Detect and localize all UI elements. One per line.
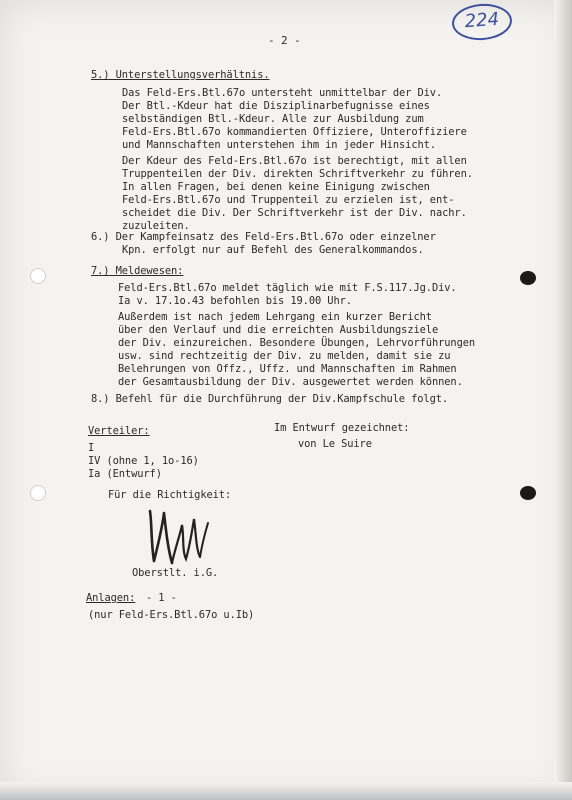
section-8-line: 8.) Befehl für die Durchführung der Div.Kampfschule folgt. (91, 393, 449, 405)
verteiler-item: I (88, 442, 95, 454)
section-7-heading: 7.) Meldewesen: (91, 265, 184, 277)
section-5-para1-line: und Mannschaften unterstehen ihm in jeder Hinsicht. (122, 139, 436, 151)
section-5-para2-line: scheidet die Div. Der Schriftverkehr ist der Div. nachr. (122, 207, 467, 219)
section-7-para1-line: Ia v. 17.1o.43 befohlen bis 19.00 Uhr. (118, 295, 352, 307)
binder-hole-top (31, 269, 45, 283)
section-7-para2-line: Außerdem ist nach jedem Lehrgang ein kurzer Bericht (118, 311, 432, 323)
verteiler-heading: Verteiler: (88, 425, 150, 437)
punch-mark-bottom (520, 486, 536, 500)
section-6-line: 6.) Der Kampfeinsatz des Feld-Ers.Btl.67o oder einzelner (91, 231, 436, 243)
section-5-para1-line: selbständigen Btl.-Kdeur. Alle zur Ausbildung zum (122, 113, 424, 125)
section-5-para1-line: Der Btl.-Kdeur hat die Disziplinarbefugnisse eines (122, 100, 430, 112)
section-7-para2-line: der Gesamtausbildung der Div. ausgewertet werden können. (118, 376, 463, 388)
section-5-para2-line: Der Kdeur des Feld-Ers.Btl.67o ist berechtigt, mit allen (122, 155, 467, 167)
signer-rank: Oberstlt. i.G. (132, 567, 219, 579)
anlagen-heading: Anlagen: (86, 592, 136, 604)
page-edge-shadow (554, 0, 572, 800)
section-5-para2-line: Truppenteilen der Div. direkten Schriftverkehr zu führen. (122, 168, 473, 180)
archive-stamp-number: 224 (451, 2, 513, 42)
section-7-para2-line: Belehrungen von Offz., Uffz. und Mannschaften im Rahmen (118, 363, 457, 375)
entwurf-signer: von Le Suire (298, 438, 372, 450)
section-5-para1-line: Das Feld-Ers.Btl.67o untersteht unmittelbar der Div. (122, 87, 443, 99)
verteiler-item: IV (ohne 1, 1o-16) (88, 455, 199, 467)
anlagen-note: (nur Feld-Ers.Btl.67o u.Ib) (88, 609, 255, 621)
section-5-para2-line: In allen Fragen, bei denen keine Einigung zwischen (122, 181, 430, 193)
section-7-para1-line: Feld-Ers.Btl.67o meldet täglich wie mit F.S.117.Jg.Div. (118, 282, 457, 294)
section-5-para2-line: Feld-Ers.Btl.67o und Truppenteil zu erzielen ist, ent- (122, 194, 455, 206)
verteiler-item: Ia (Entwurf) (88, 468, 162, 480)
anlagen-count: - 1 - (146, 592, 177, 604)
section-5-heading: 5.) Unterstellungsverhältnis. (91, 69, 270, 81)
section-5-para1-line: Feld-Ers.Btl.67o kommandierten Offiziere, Unteroffiziere (122, 126, 467, 138)
section-7-para2-line: über den Verlauf und die erreichten Ausbildungsziele (118, 324, 439, 336)
section-7-para2-line: der Div. einzureichen. Besondere Übungen, Lehrvorführungen (118, 337, 476, 349)
handwritten-signature (142, 505, 214, 567)
section-5-para2-line: zuzuleiten. (122, 220, 190, 232)
richtigkeit-label: Für die Richtigkeit: (108, 489, 232, 501)
page-number: - 2 - (268, 34, 301, 47)
page-bottom-shadow (0, 782, 572, 800)
punch-mark-top (520, 271, 536, 285)
section-6-line: Kpn. erfolgt nur auf Befehl des Generalkommandos. (122, 244, 424, 256)
binder-hole-bottom (31, 486, 45, 500)
section-7-para2-line: usw. sind rechtzeitig der Div. zu melden, damit sie zu (118, 350, 451, 362)
entwurf-note: Im Entwurf gezeichnet: (274, 422, 410, 434)
